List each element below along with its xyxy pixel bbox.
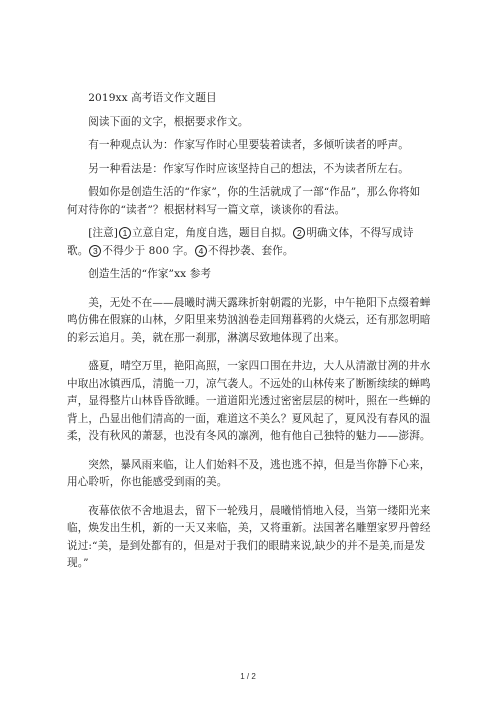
prompt-paragraph: 假如你是创造生活的“作家”，你的生活就成了一部“作品”，那么你将如何对待你的“读者”？根据材料写一篇文章，谈谈你的看法。 bbox=[67, 186, 421, 216]
note-item: 不得少于 800 字。 bbox=[102, 244, 195, 257]
prompt-paragraph: 有一种观点认为：作家写作时心里要装着读者，多倾听读者的呼声。 bbox=[88, 139, 409, 151]
page-number: 1 / 2 bbox=[240, 672, 256, 681]
notes-prefix: [注意] bbox=[88, 227, 119, 239]
essay-paragraph: 夜幕依依不舍地退去，留下一轮残月，晨曦悄悄地入侵，当第一缕阳光来临，焕发出生机，新的一天又来临，美，又将重新。法国著名雕塑家罗丹曾经说过:“美，是到处都有的，但是对于我们的眼睛来说,缺少的并不是美,而是发现。” bbox=[67, 504, 431, 569]
requirements-notes bbox=[67, 225, 431, 260]
note-item: 明确文体，不得写成诗歌。 bbox=[67, 227, 414, 257]
prompt-paragraph: 阅读下面的文字，根据要求作文。 bbox=[88, 115, 249, 128]
note-item: 不得抄袭、套作。 bbox=[208, 244, 294, 257]
document-body bbox=[67, 90, 431, 573]
prompt-paragraph: 另一种看法是：作家写作时应该坚持自己的想法，不为读者所左右。 bbox=[88, 162, 409, 175]
essay-paragraph: 突然，暴风雨来临，让人们始料不及，逃也逃不掉，但是当你静下心来，用心聆听，你也能感受到雨的美。 bbox=[67, 458, 431, 488]
circled-number: 2 bbox=[293, 227, 305, 239]
document-title: 2019xx 高考语文作文题目 bbox=[88, 92, 217, 104]
circled-number: 4 bbox=[195, 245, 207, 257]
essay-paragraph: 盛夏，晴空万里，艳阳高照，一家四口围在井边，大人从清澈甘冽的井水中取出冰镇西瓜，清脆一刀，凉气袭人。不远处的山林传来了断断续续的蝉鸣声，显得整片山林昏昏欲睡。一道道阳光透过密密层层的树叶，照在一些蝉的背上，凸显出他们清高的一面，难道这不美么？夏风起了，夏风没有春风的温柔，没有秋风的萧瑟，也没有冬风的凛冽，他有他自己独特的魅力——澎湃。 bbox=[67, 360, 431, 442]
essay-paragraph: 美，无处不在——晨曦时满天露珠折射朝霞的光影，中午艳阳下点缀着蝉鸣仿佛在假寐的山林，夕阳里来势汹汹卷走回翔暮鸦的火烧云，还有那忽明暗的彩云追月。美，就在那一刹那，淋漓尽致地体现了出来。 bbox=[67, 296, 431, 344]
circled-number: 1 bbox=[119, 227, 131, 239]
circled-number: 3 bbox=[89, 245, 101, 257]
essay-title: 创造生活的“作家”xx 参考 bbox=[88, 268, 212, 280]
note-item: 立意自定，角度自选，题目自拟。 bbox=[132, 227, 293, 239]
